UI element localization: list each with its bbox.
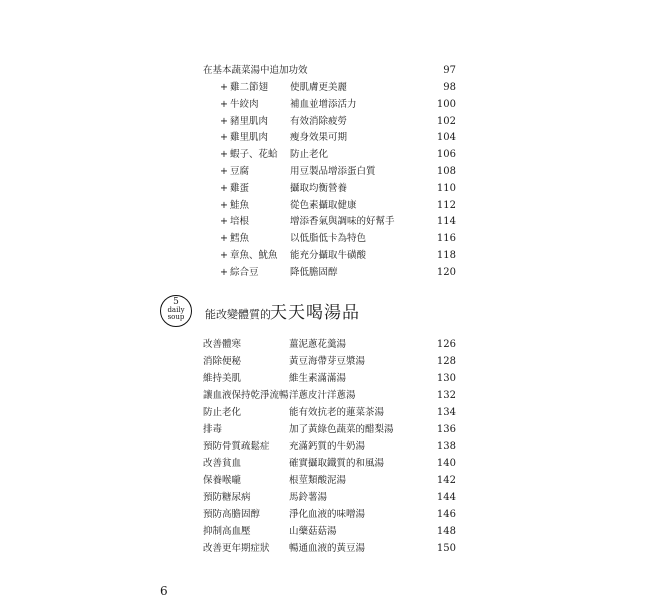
ingredient-name: 綜合豆 bbox=[230, 267, 259, 278]
item-page: 106 bbox=[436, 149, 456, 160]
soup-name: 充滿鈣質的牛奶湯 bbox=[289, 441, 366, 452]
ingredient-name: 鮭魚 bbox=[230, 200, 250, 211]
list-item: + 雞里肌肉 瘦身效果可期 104 bbox=[220, 132, 456, 143]
soup-name: 確實攝取鐵質的和風湯 bbox=[289, 458, 385, 469]
list-item bbox=[203, 474, 456, 488]
health-effect: 預防糖尿病 bbox=[203, 492, 251, 503]
ingredient-effect: 攝取均衡營養 bbox=[290, 183, 348, 194]
badge-word-daily: daily bbox=[167, 306, 185, 314]
health-effect: 維持美肌 bbox=[203, 373, 242, 384]
badge-number: 5 bbox=[173, 297, 179, 307]
list-item: + 豬里肌肉 有效消除疲勞 102 bbox=[220, 116, 456, 127]
item-page: 128 bbox=[436, 356, 456, 367]
soup-name: 能有效抗老的蓮菜茶湯 bbox=[289, 407, 385, 418]
ingredient-name: 雞蛋 bbox=[230, 183, 250, 194]
item-page: 144 bbox=[436, 492, 456, 503]
page-number: 6 bbox=[160, 584, 168, 598]
list-item bbox=[203, 508, 456, 522]
ingredient-name: 蝦子、花蛤 bbox=[230, 149, 278, 160]
list-item bbox=[203, 491, 456, 505]
item-page: 140 bbox=[436, 458, 456, 469]
section2-title: 天天喝湯品 bbox=[270, 303, 360, 323]
health-effect: 讓血液保持乾淨流暢 bbox=[203, 390, 289, 401]
health-effect: 改善更年期症狀 bbox=[203, 543, 270, 554]
ingredient-effect: 降低膽固醇 bbox=[290, 267, 338, 278]
item-page: 150 bbox=[436, 543, 456, 554]
soup-name: 馬鈴薯湯 bbox=[289, 492, 328, 503]
ingredient-name: 雞二節翅 bbox=[230, 82, 269, 93]
soup-name: 黃豆海帶芽豆漿湯 bbox=[289, 356, 366, 367]
list-item: + 雞蛋 攝取均衡營養 110 bbox=[220, 183, 456, 194]
health-effect: 消除便秘 bbox=[203, 356, 242, 367]
item-page: 100 bbox=[436, 99, 456, 110]
ingredient-effect: 補血並增添活力 bbox=[290, 99, 357, 110]
list-item bbox=[203, 423, 456, 437]
list-item bbox=[203, 457, 456, 471]
item-page: 118 bbox=[436, 250, 456, 261]
item-page: 130 bbox=[436, 373, 456, 384]
list-item bbox=[203, 372, 456, 386]
item-page: 132 bbox=[436, 390, 456, 401]
health-effect: 排毒 bbox=[203, 424, 223, 435]
list-item bbox=[203, 542, 456, 556]
ingredient-effect: 從色素攝取健康 bbox=[290, 200, 357, 211]
item-page: 102 bbox=[436, 116, 456, 127]
soup-name: 暢通血液的黃豆湯 bbox=[289, 543, 366, 554]
ingredient-effect: 以低脂低卡為特色 bbox=[290, 233, 367, 244]
ingredient-name: 豬里肌肉 bbox=[230, 116, 269, 127]
list-item: + 章魚、魷魚 能充分攝取牛磺酸 118 bbox=[220, 250, 456, 261]
health-effect: 預防骨質疏鬆症 bbox=[203, 441, 270, 452]
list-item: + 鮭魚 從色素攝取健康 112 bbox=[220, 200, 456, 211]
soup-name: 根莖類酸泥湯 bbox=[289, 475, 347, 486]
badge-word-soup: soup bbox=[167, 313, 185, 321]
ingredient-name: 培根 bbox=[230, 216, 250, 227]
section1-heading-row bbox=[203, 64, 456, 78]
ingredient-effect: 有效消除疲勞 bbox=[290, 116, 348, 127]
item-page: 110 bbox=[436, 183, 456, 194]
list-item: + 豆腐 用豆製品增添蛋白質 108 bbox=[220, 166, 456, 177]
soup-name: 山藥菇菇湯 bbox=[289, 526, 337, 537]
ingredient-effect: 使肌膚更美麗 bbox=[290, 82, 348, 93]
item-page: 112 bbox=[436, 200, 456, 211]
item-page: 136 bbox=[436, 424, 456, 435]
soup-name: 維生素滿滿湯 bbox=[289, 373, 347, 384]
ingredient-name: 章魚、魷魚 bbox=[230, 250, 278, 261]
item-page: 142 bbox=[436, 475, 456, 486]
list-item: + 鱈魚 以低脂低卡為特色 116 bbox=[220, 233, 456, 244]
soup-name: 薑泥蔥花羹湯 bbox=[289, 339, 347, 350]
ingredient-name: 牛絞肉 bbox=[230, 99, 259, 110]
health-effect: 抑制高血壓 bbox=[203, 526, 251, 537]
item-page: 126 bbox=[436, 339, 456, 350]
list-item bbox=[203, 406, 456, 420]
health-effect: 改善貧血 bbox=[203, 458, 242, 469]
item-page: 116 bbox=[436, 233, 456, 244]
item-page: 120 bbox=[436, 267, 456, 278]
ingredient-effect: 防止老化 bbox=[290, 149, 329, 160]
health-effect: 防止老化 bbox=[203, 407, 242, 418]
health-effect: 改善體寒 bbox=[203, 339, 242, 350]
soup-name: 洋蔥皮汁洋蔥湯 bbox=[289, 390, 356, 401]
list-item: + 綜合豆 降低膽固醇 120 bbox=[220, 267, 456, 278]
health-effect: 保養喉嚨 bbox=[203, 475, 242, 486]
item-page: 138 bbox=[436, 441, 456, 452]
item-page: 146 bbox=[436, 509, 456, 520]
list-item bbox=[203, 525, 456, 539]
daily-soup-badge bbox=[160, 295, 192, 327]
ingredient-effect: 增添香氣與調味的好幫手 bbox=[290, 216, 395, 227]
ingredient-name: 雞里肌肉 bbox=[230, 132, 269, 143]
ingredient-name: 鱈魚 bbox=[230, 233, 250, 244]
list-item: + 牛絞肉 補血並增添活力 100 bbox=[220, 99, 456, 110]
section1-heading-page: 97 bbox=[443, 65, 456, 76]
ingredient-effect: 瘦身效果可期 bbox=[290, 132, 348, 143]
section2-subtitle: 能改變體質的 bbox=[205, 308, 271, 321]
list-item: + 培根 增添香氣與調味的好幫手 114 bbox=[220, 216, 456, 227]
list-item: + 蝦子、花蛤 防止老化 106 bbox=[220, 149, 456, 160]
list-item bbox=[203, 440, 456, 454]
item-page: 134 bbox=[436, 407, 456, 418]
ingredient-effect: 用豆製品增添蛋白質 bbox=[290, 166, 376, 177]
list-item bbox=[203, 355, 456, 369]
list-item bbox=[203, 389, 456, 403]
list-item bbox=[203, 338, 456, 352]
health-effect: 預防高膽固醇 bbox=[203, 509, 261, 520]
soup-name: 淨化血液的味噌湯 bbox=[289, 509, 366, 520]
item-page: 104 bbox=[436, 132, 456, 143]
item-page: 114 bbox=[436, 216, 456, 227]
item-page: 148 bbox=[436, 526, 456, 537]
item-page: 98 bbox=[443, 82, 456, 93]
ingredient-name: 豆腐 bbox=[230, 166, 250, 177]
list-item: + 雞二節翅 使肌膚更美麗 98 bbox=[220, 82, 456, 93]
item-page: 108 bbox=[436, 166, 456, 177]
soup-name: 加了黃綠色蔬菜的醋梨湯 bbox=[289, 424, 394, 435]
section1-heading: 在基本蔬菜湯中追加功效 bbox=[203, 65, 308, 76]
ingredient-effect: 能充分攝取牛磺酸 bbox=[290, 250, 367, 261]
